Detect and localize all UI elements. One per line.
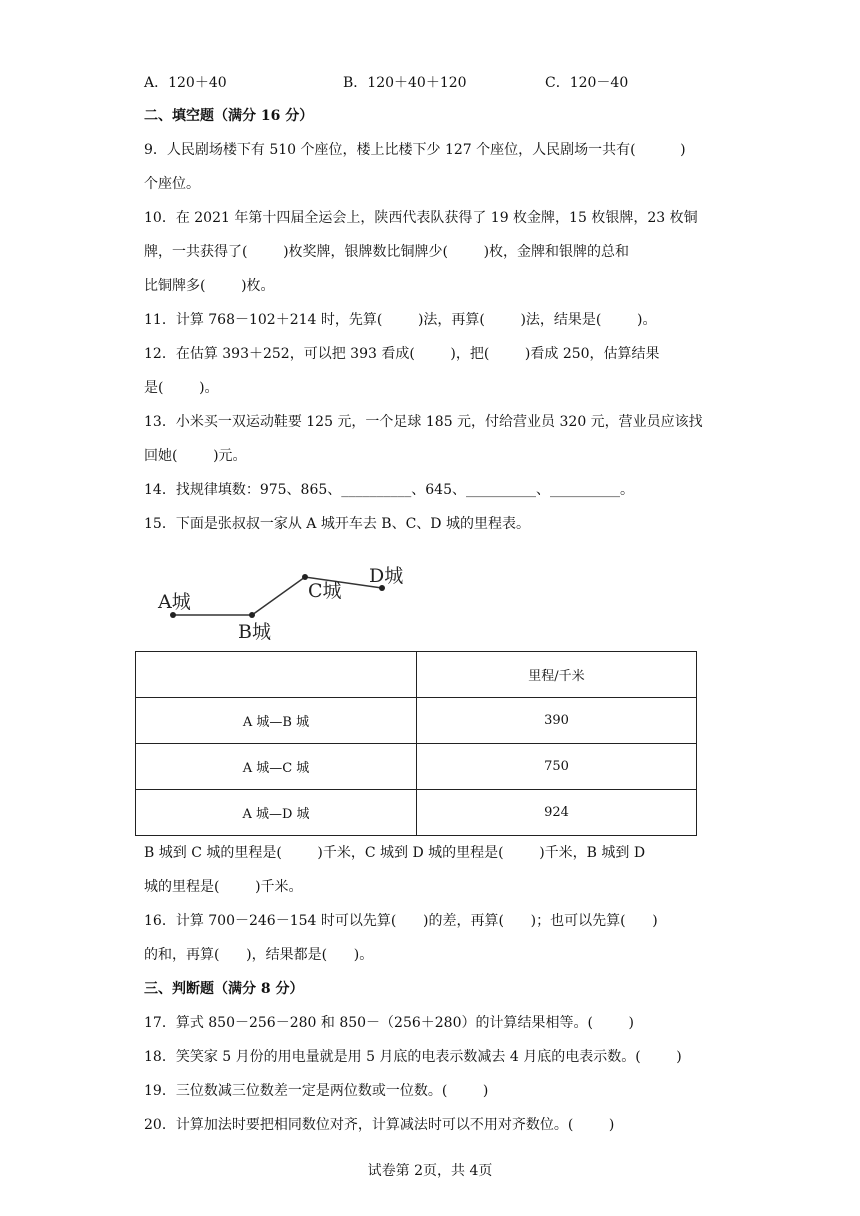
city-c-label: C城 [308, 580, 342, 602]
table-header-cell: 里程/千米 [417, 652, 697, 698]
table-cell-route: A 城—B 城 [136, 698, 417, 744]
question-17-line-1: 17．算式 850－256－280 和 850－（256＋280）的计算结果相等。( ) [144, 1015, 635, 1031]
question-20-line-1: 20．计算加法时要把相同数位对齐，计算减法时可以不用对齐数位。( ) [144, 1117, 615, 1133]
question-12-line-1: 12．在估算 393＋252，可以把 393 看成( )，把( )看成 250，估算结果 [144, 346, 660, 362]
question-9-line-2: 个座位。 [144, 176, 200, 192]
question-15-after-line-1: B 城到 C 城的里程是( )千米，C 城到 D 城的里程是( )千米，B 城到 D [144, 845, 646, 861]
table-row [136, 744, 697, 790]
question-16-line-1: 16．计算 700－246－154 时可以先算( )的差，再算( )；也可以先算( ) [144, 913, 658, 929]
option-c: C．120－40 [545, 75, 629, 91]
table-cell-distance: 924 [417, 790, 697, 836]
city-a-label: A城 [158, 591, 191, 613]
page-footer: 试卷第 2页，共 4页 [367, 1163, 493, 1179]
route-line [173, 577, 382, 615]
question-15-after-line-2: 城的里程是( )千米。 [144, 879, 303, 895]
city-b-point [249, 612, 255, 618]
table-cell-distance: 390 [417, 698, 697, 744]
question-15-line-1: 15．下面是张叔叔一家从 A 城开车去 B、C、D 城的里程表。 [144, 516, 530, 532]
mileage-table [135, 651, 697, 836]
section-heading-judgement: 三、判断题（满分 8 分） [144, 981, 304, 997]
question-18-line-1: 18．笑笑家 5 月份的用电量就是用 5 月底的电表示数减去 4 月底的电表示数。( ) [144, 1049, 682, 1065]
question-14-line-1: 14．找规律填数：975、865、__________、645、__________、__________。 [144, 482, 634, 498]
section-heading-fill-in: 二、填空题（满分 16 分） [144, 108, 314, 124]
option-b: B．120＋40＋120 [343, 75, 467, 91]
route-diagram [150, 560, 420, 645]
option-a: A．120＋40 [144, 75, 227, 91]
question-11-line-1: 11．计算 768－102＋214 时，先算( )法，再算( )法，结果是( )。 [144, 312, 657, 328]
table-cell-distance: 750 [417, 744, 697, 790]
question-13-line-1: 13．小米买一双运动鞋要 125 元，一个足球 185 元，付给营业员 320 元，营业员应该找 [144, 414, 703, 430]
city-b-label: B城 [238, 621, 271, 643]
question-19-line-1: 19．三位数减三位数差一定是两位数或一位数。( ) [144, 1083, 489, 1099]
question-10-line-2: 牌，一共获得了( )枚奖牌，银牌数比铜牌少( )枚，金牌和银牌的总和 [144, 244, 630, 260]
table-cell-route: A 城—D 城 [136, 790, 417, 836]
table-row [136, 790, 697, 836]
question-10-line-1: 10．在 2021 年第十四届全运会上，陕西代表队获得了 19 枚金牌，15 枚银牌，23 枚铜 [144, 210, 698, 226]
question-9-line-1: 9．人民剧场楼下有 510 个座位，楼上比楼下少 127 个座位，人民剧场一共有( ) [144, 142, 686, 158]
question-13-line-2: 回她( )元。 [144, 448, 247, 464]
question-12-line-2: 是( )。 [144, 380, 219, 396]
city-d-label: D城 [369, 565, 404, 587]
table-header-cell [136, 652, 417, 698]
table-header-row [136, 652, 697, 698]
table-row [136, 698, 697, 744]
table-cell-route: A 城—C 城 [136, 744, 417, 790]
question-16-line-2: 的和，再算( )，结果都是( )。 [144, 947, 374, 963]
question-10-line-3: 比铜牌多( )枚。 [144, 278, 275, 294]
